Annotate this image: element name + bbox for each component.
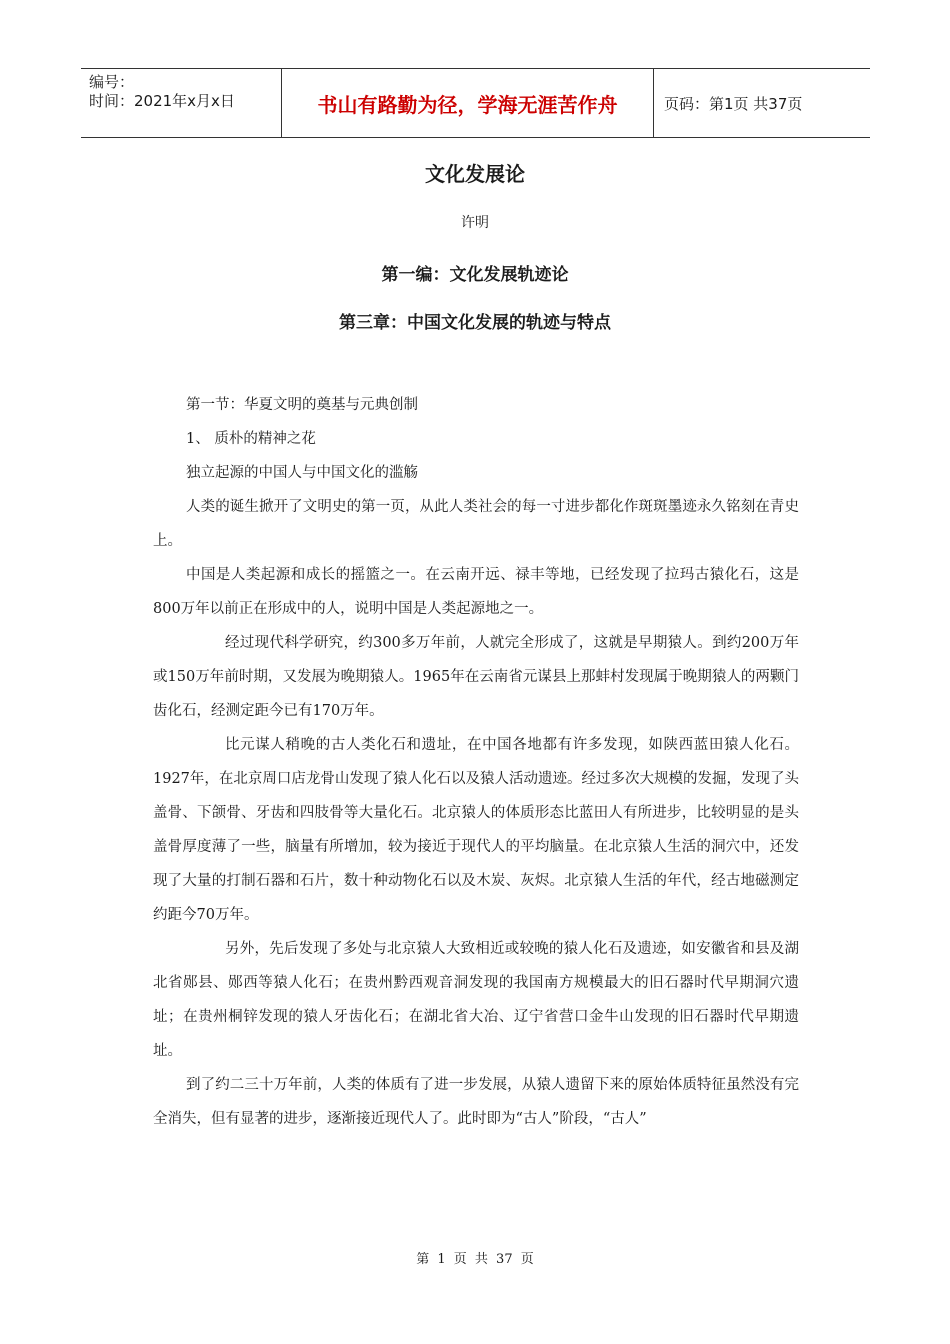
paragraph: 人类的诞生掀开了文明史的第一页，从此人类社会的每一寸进步都化作斑斑墨迹永久铭刻在青史上。 [153, 499, 799, 549]
part-title: 第一编：文化发展轨迹论 [381, 265, 569, 285]
section-heading: 第一节：华夏文明的奠基与元典创制 [186, 397, 418, 413]
header-motto: 书山有路勤为径，学海无涯苦作舟 [282, 69, 654, 137]
paragraph: 中国是人类起源和成长的摇篮之一。在云南开远、禄丰等地，已经发现了拉玛古猿化石，这是800万年以前正在形成中的人，说明中国是人类起源地之一。 [153, 567, 799, 617]
number-label: 编号： [89, 73, 135, 91]
header-page-info: 页码：第1页 共37页 [664, 94, 803, 113]
body-text [153, 388, 799, 1136]
subsection-heading: 1、 质朴的精神之花 [186, 431, 316, 447]
paragraph: 另外，先后发现了多处与北京猿人大致相近或较晚的猿人化石及遗迹，如安徽省和县及湖北省郧县、郧西等猿人化石；在贵州黔西观音洞发现的我国南方规模最大的旧石器时代早期洞穴遗址；在贵州桐锌发现的猿人牙齿化石；在湖北省大冶、辽宁省营口金牛山发现的旧石器时代早期遗址。 [153, 941, 799, 1059]
document-title: 文化发展论 [425, 162, 525, 186]
paragraph: 比元谋人稍晚的古人类化石和遗址，在中国各地都有许多发现，如陕西蓝田猿人化石。1927年，在北京周口店龙骨山发现了猿人化石以及猿人活动遗迹。经过多次大规模的发掘，发现了头盖骨、下颌骨、牙齿和四肢骨等大量化石。北京猿人的体质形态比蓝田人有所进步，比较明显的是头盖骨厚度薄了一些，脑量有所增加，较为接近于现代人的平均脑量。在北京猿人生活的洞穴中，还发现了大量的打制石器和石片，数十种动物化石以及木炭、灰烬。北京猿人生活的年代，经古地磁测定约距今70万年。 [153, 737, 799, 923]
topic-heading: 独立起源的中国人与中国文化的滥觞 [186, 465, 418, 481]
header-meta [81, 69, 282, 137]
paragraph: 经过现代科学研究，约300多万年前，人就完全形成了，这就是早期猿人。到约200万年或150万年前时期，又发展为晚期猿人。1965年在云南省元谋县上那蚌村发现属于晚期猿人的两颗门齿化石，经测定距今已有170万年。 [153, 635, 799, 719]
paragraph: 到了约二三十万年前，人类的体质有了进一步发展，从猿人遗留下来的原始体质特征虽然没有完全消失，但有显著的进步，逐渐接近现代人了。此时即为“古人”阶段，“古人” [153, 1077, 799, 1127]
chapter-title: 第三章：中国文化发展的轨迹与特点 [339, 313, 611, 333]
page-footer: 第 1 页 共 37 页 [416, 1252, 534, 1267]
document-header [81, 68, 870, 138]
time-label: 时间：2021年x月x日 [89, 92, 235, 110]
author: 许明 [461, 215, 489, 231]
